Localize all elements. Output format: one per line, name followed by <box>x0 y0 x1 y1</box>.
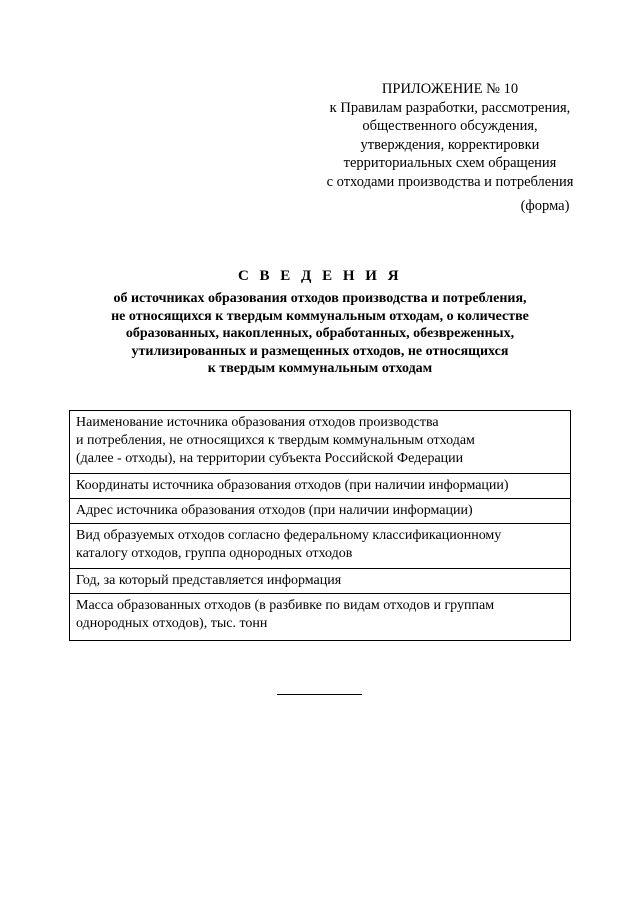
row-text: каталогу отходов, группа однородных отходов <box>76 546 353 561</box>
subtitle-line: об источниках образования отходов производства и потребления, <box>113 291 527 306</box>
row-text: и потребления, не относящихся к твердым коммунальным отходам <box>76 433 475 448</box>
appendix-line: утверждения, корректировки <box>360 136 540 153</box>
appendix-line: с отходами производства и потребления <box>326 173 574 190</box>
subtitle-line: к твердым коммунальным отходам <box>207 361 433 376</box>
appendix-header <box>300 80 600 191</box>
row-text: Масса образованных отходов (в разбивке по видам отходов и группам <box>76 598 495 613</box>
subtitle-line: утилизированных и размещенных отходов, не относящихся <box>131 343 509 359</box>
end-separator-line <box>277 694 362 695</box>
appendix-number: ПРИЛОЖЕНИЕ № 10 <box>381 81 519 97</box>
appendix-line: территориальных схем обращения <box>343 155 557 171</box>
row-text: однородных отходов), тыс. тонн <box>76 616 268 631</box>
appendix-line: общественного обсуждения, <box>362 118 538 134</box>
row-text: Координаты источника образования отходов (при наличии информации) <box>76 478 509 493</box>
document-title: С В Е Д Е Н И Я <box>237 268 403 284</box>
row-text: Вид образуемых отходов согласно федеральному классификационному <box>76 528 502 543</box>
table-row-year <box>70 569 570 594</box>
row-text: Наименование источника образования отходов производства <box>76 415 439 430</box>
row-text: Год, за который представляется информация <box>76 573 342 588</box>
table-row-waste-type <box>70 524 570 569</box>
subtitle-line: не относящихся к твердым коммунальным отходам, о количестве <box>111 308 529 324</box>
form-label: (форма) <box>520 198 570 214</box>
form-table <box>69 410 571 641</box>
table-row-coordinates <box>70 474 570 499</box>
table-row-address <box>70 499 570 524</box>
subtitle-line: образованных, накопленных, обработанных, обезвреженных, <box>125 326 515 341</box>
table-row-source-name <box>70 411 570 474</box>
appendix-line: к Правилам разработки, рассмотрения, <box>329 99 571 116</box>
document-subtitle <box>40 290 600 378</box>
row-text: (далее - отходы), на территории субъекта Российской Федерации <box>76 451 464 466</box>
row-text: Адрес источника образования отходов (при наличии информации) <box>76 503 473 518</box>
table-row-mass <box>70 594 570 641</box>
